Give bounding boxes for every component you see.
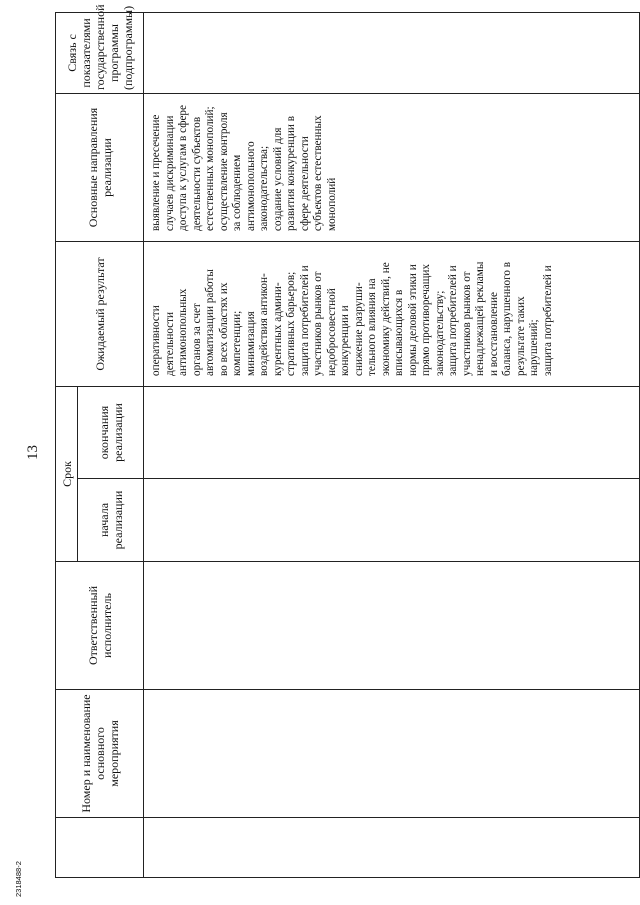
header-term-end: окончания реализации — [78, 387, 144, 479]
document-id: 2318488-2 — [14, 861, 23, 897]
header-expected-result: Ожидаемый результат — [56, 242, 144, 387]
cell-directions: выявление и пресечение случаев дискриминации доступа к услугам в сфере деятельности субъектов естественных монополий; осуществление контроля за соблюдением антимонопольного законодательства; создание условий для развития конкуренции в сфере деятельности субъектов естественных монополий — [144, 94, 640, 242]
cell-indicators — [144, 13, 640, 94]
row-empty-cell — [144, 818, 640, 878]
cell-number-name — [144, 690, 640, 818]
cell-term-start — [144, 479, 640, 562]
cell-term-end — [144, 387, 640, 479]
header-directions: Основные направления реализации — [56, 94, 144, 242]
header-term: Срок — [56, 387, 78, 562]
cell-expected-result: оперативности деятельности антимонопольных органов за счет автоматизации работы во всех областях их компетенции; минимизация воздействия антикон- курентных админи- стративных барьеров; защита потребителей и участников рынков от недобросовестной конкуренции и снижение разруши- тельного влияния на экономику действий, не вписывающихся в нормы деловой этики и прямо противоречащих законодательству; защита потребителей и участников рынков от ненадлежащей рекламы и восстановление баланса, нарушенного в результате таких нарушений; защита потребителей и — [144, 242, 640, 387]
cell-responsible — [144, 562, 640, 690]
page-number: 13 — [25, 445, 41, 460]
header-indicators: Связь с показателями государственной программы (подпрограммы) — [56, 13, 144, 94]
empty-header-cell — [56, 818, 144, 878]
table-row — [144, 13, 640, 878]
header-number-name: Номер и наименование основного мероприятия — [56, 690, 144, 818]
header-responsible: Ответственный исполнитель — [56, 562, 144, 690]
header-term-start: начала реализации — [78, 479, 144, 562]
program-table — [55, 4, 640, 878]
